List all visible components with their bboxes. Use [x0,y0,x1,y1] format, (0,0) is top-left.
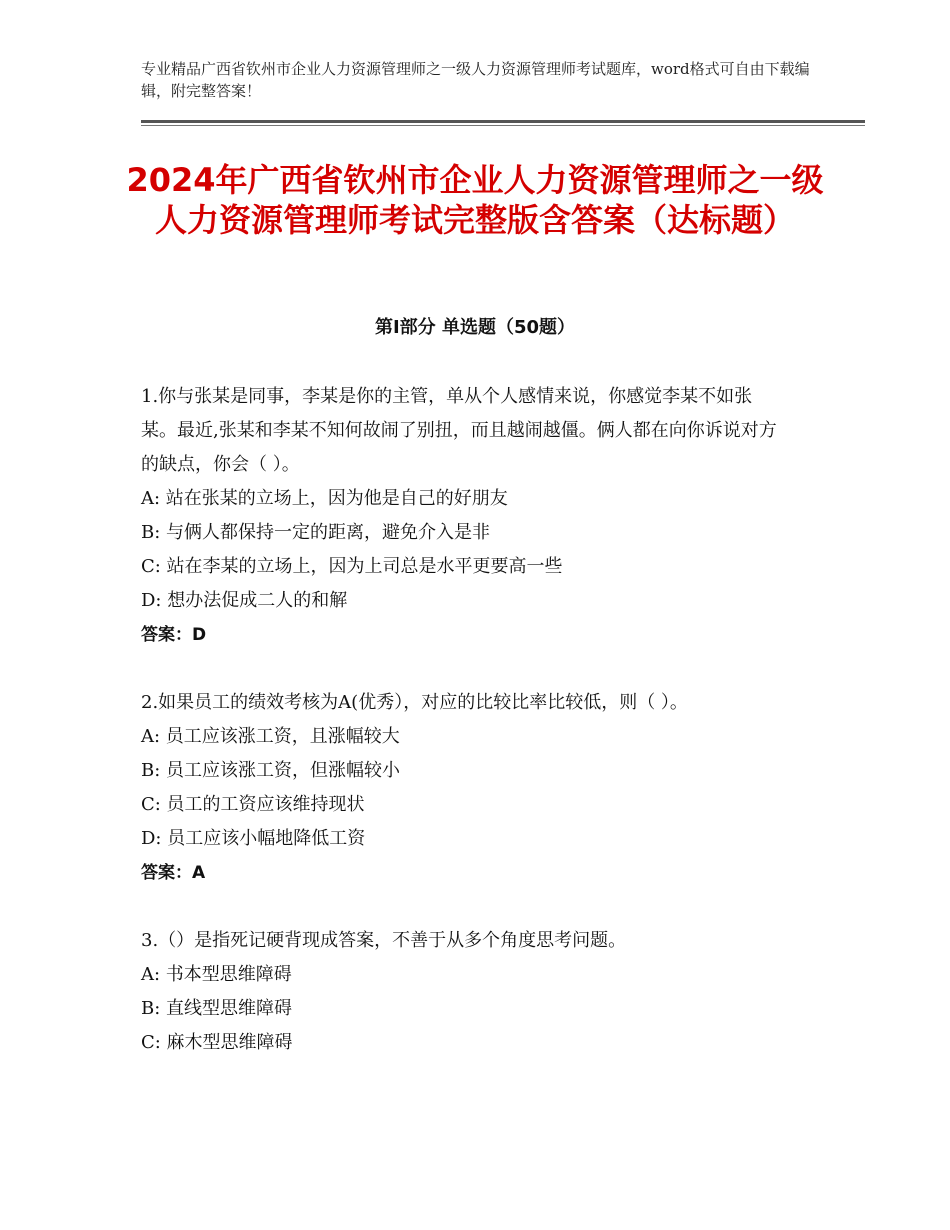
question-option: B: 与俩人都保持一定的距离，避免介入是非 [141,522,491,543]
question-option: C: 员工的工资应该维持现状 [141,794,365,815]
question-option: C: 麻木型思维障碍 [141,1032,293,1053]
question-stem: 2.如果员工的绩效考核为A(优秀），对应的比较比率比较低，则（ ）。 [141,692,688,713]
question-option: A: 站在张某的立场上，因为他是自己的好朋友 [141,488,508,509]
question-item [141,686,781,890]
question-item [141,924,781,1060]
section-heading: 第Ⅰ部分 单选题（50题） [374,317,575,338]
question-answer: 答案：A [141,863,206,883]
question-option: A: 员工应该涨工资，且涨幅较大 [141,726,400,747]
question-answer: 答案：D [141,625,207,645]
header-divider-thin [141,125,865,126]
question-option: C: 站在李某的立场上，因为上司总是水平更要高一些 [141,556,563,577]
question-list [141,380,781,1094]
question-stem: 3.（）是指死记硬背现成答案，不善于从多个角度思考问题。 [141,930,627,951]
question-option: D: 员工应该小幅地降低工资 [141,828,366,849]
document-title: 2024年广西省钦州市企业人力资源管理师之一级人力资源管理师考试完整版含答案（达标题） [126,161,824,239]
question-stem: 1.你与张某是同事，李某是你的主管，单从个人感情来说，你感觉李某不如张某。最近,张某和李某不知何故闹了别扭，而且越闹越僵。俩人都在向你诉说对方的缺点，你会（ ）。 [141,386,777,475]
question-option: B: 直线型思维障碍 [141,998,293,1019]
header-note: 专业精品广西省钦州市企业人力资源管理师之一级人力资源管理师考试题库，word格式可自由下载编辑，附完整答案！ [141,60,810,100]
question-item [141,380,781,652]
header-divider-thick [141,120,865,123]
question-option: B: 员工应该涨工资，但涨幅较小 [141,760,401,781]
question-option: D: 想办法促成二人的和解 [141,590,348,611]
question-option: A: 书本型思维障碍 [141,964,292,985]
